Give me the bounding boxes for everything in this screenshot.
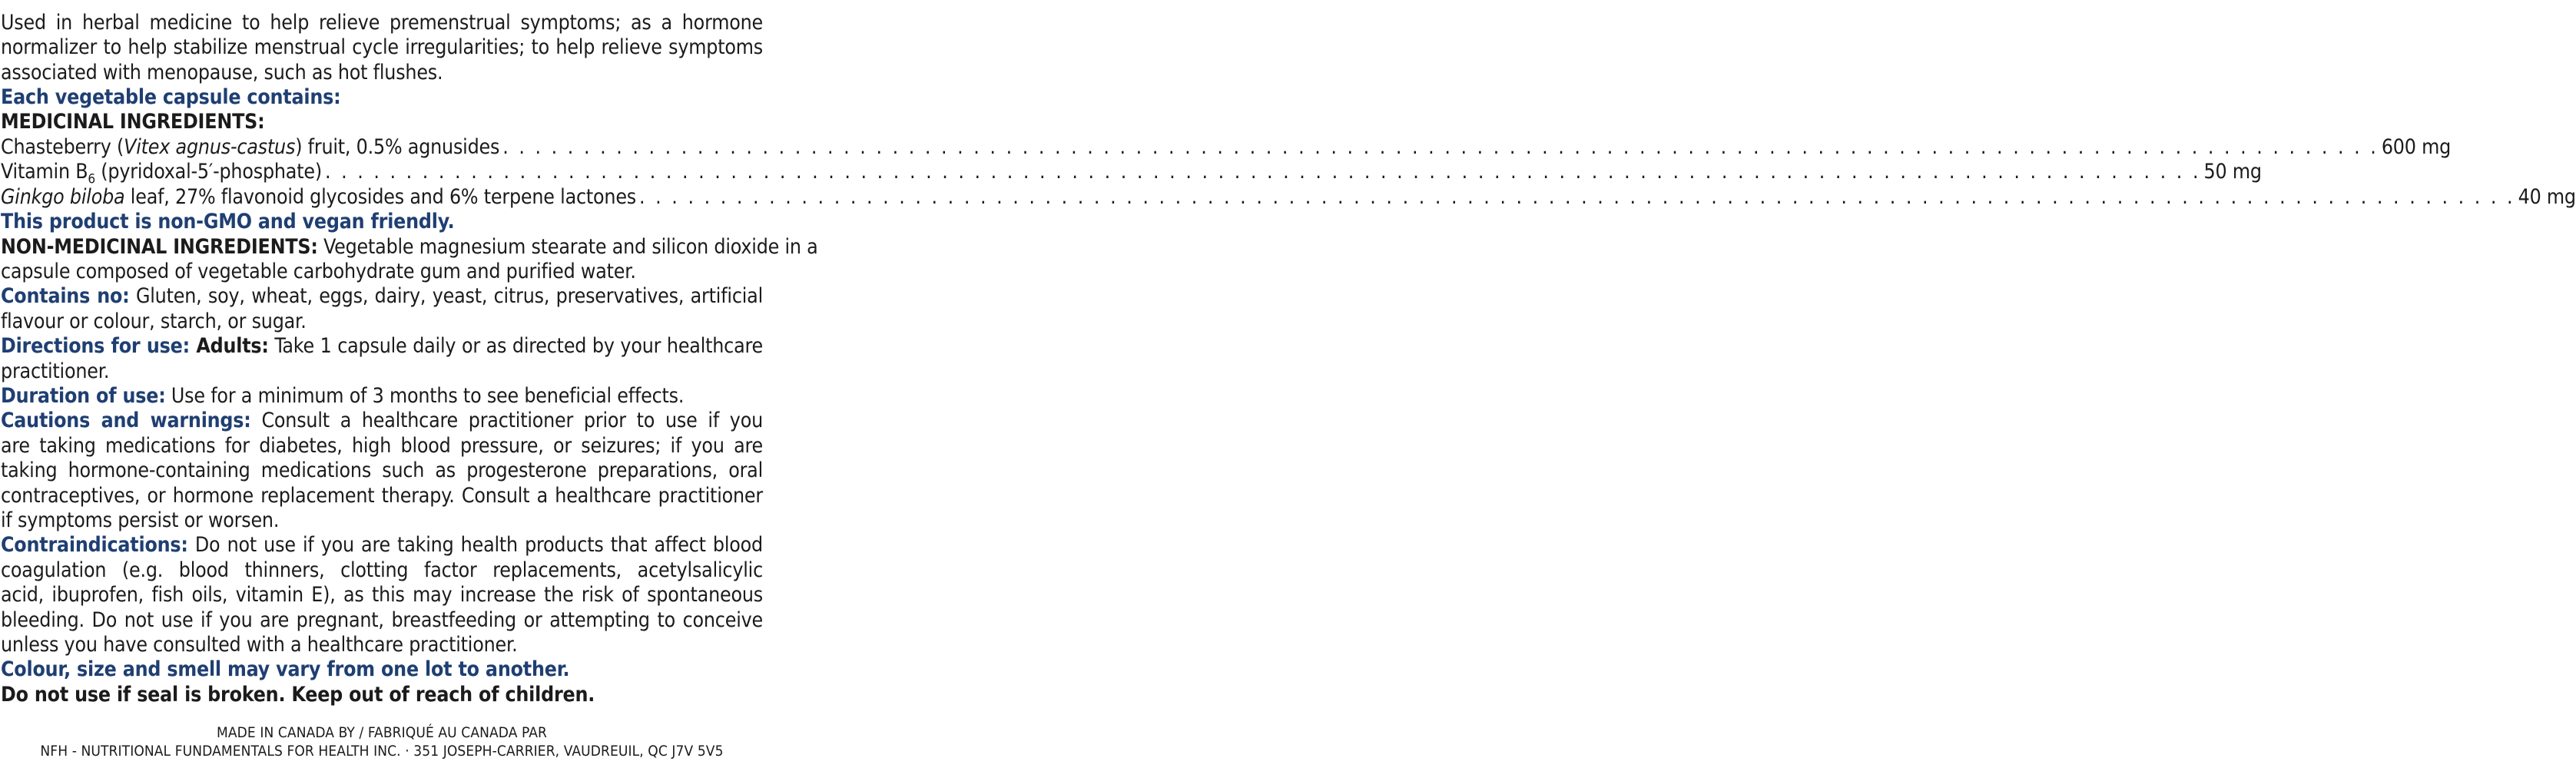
cautions-line-1: Cautions and warnings: Consult a healthcare practitioner prior to use if you (1, 409, 763, 432)
contains-no-line-2: flavour or colour, starch, or sugar. (1, 310, 307, 333)
ingredient-amount: 600 mg (2381, 135, 2452, 159)
ingredient-name: Chasteberry (Vitex agnus-castus) fruit, 0.5% agnusides (1, 135, 500, 159)
made-in-canada: MADE IN CANADA BY / FABRIQUÉ AU CANADA PAR (216, 724, 548, 741)
duration-line: Duration of use: Use for a minimum of 3 months to see beneficial effects. (1, 384, 685, 408)
cautions-line-4: contraceptives, or hormone replacement therapy. Consult a healthcare practitioner (1, 484, 763, 508)
contraindications-line-5: unless you have consulted with a healthcare practitioner. (1, 633, 518, 657)
cautions-line-3: taking hormone-containing medications such as progesterone preparations, oral (1, 458, 763, 482)
ingredient-row (1, 185, 2576, 210)
ingredient-amount: 50 mg (2203, 160, 2262, 184)
leader-dots (502, 135, 2379, 160)
ingredient-name: Ginkgo biloba leaf, 27% flavonoid glycosides and 6% terpene lactones (1, 185, 637, 209)
indication-line-3: associated with menopause, such as hot flushes. (1, 61, 443, 84)
variance-note: Colour, size and smell may vary from one lot to another. (1, 657, 570, 681)
contraindications-line-1: Contraindications: Do not use if you are taking health products that affect blood (1, 533, 763, 557)
contraindications-line-4: bleeding. Do not use if you are pregnant, breastfeeding or attempting to conceive (1, 608, 763, 632)
leader-dots (325, 160, 2201, 184)
non-medicinal-line-2: capsule composed of vegetable carbohydrate gum and purified water. (1, 260, 636, 283)
capsule-heading: Each vegetable capsule contains: (1, 85, 341, 109)
contraindications-line-3: acid, ibuprofen, fish oils, vitamin E), as this may increase the risk of spontaneous (1, 583, 763, 607)
directions-line-1: Directions for use: Adults: Take 1 capsule daily or as directed by your healthcare (1, 334, 763, 358)
ingredient-row (1, 135, 2452, 160)
seal-warning: Do not use if seal is broken. Keep out of reach of children. (1, 683, 595, 707)
non-medicinal-line-1: NON-MEDICINAL INGREDIENTS: Vegetable magnesium stearate and silicon dioxide in a (1, 235, 818, 259)
leader-dots (639, 185, 2515, 210)
manufacturer-address: NFH - NUTRITIONAL FUNDAMENTALS FOR HEALTH INC. · 351 JOSEPH-CARRIER, VAUDREUIL, QC J7V 5V5 (40, 743, 724, 760)
ingredient-amount: 40 mg (2518, 185, 2576, 209)
directions-line-2: practitioner. (1, 359, 110, 383)
ingredient-row (1, 160, 2262, 187)
cautions-line-5: if symptoms persist or worsen. (1, 508, 280, 532)
non-gmo-statement: This product is non-GMO and vegan friendly. (1, 210, 455, 233)
indication-line-1: Used in herbal medicine to help relieve premenstrual symptoms; as a hormone (1, 11, 763, 35)
cautions-line-2: are taking medications for diabetes, high blood pressure, or seizures; if you are (1, 434, 763, 458)
medicinal-heading: MEDICINAL INGREDIENTS: (1, 110, 265, 134)
ingredient-name: Vitamin $B_6$ (pyridoxal-5′-phosphate) (1, 160, 322, 187)
contains-no-line-1: Contains no: Gluten, soy, wheat, eggs, dairy, yeast, citrus, preservatives, artificial (1, 284, 763, 308)
contraindications-line-2: coagulation (e.g. blood thinners, clotting factor replacements, acetylsalicylic (1, 558, 763, 582)
indication-line-2: normalizer to help stabilize menstrual cycle irregularities; to help relieve symptoms (1, 35, 763, 59)
